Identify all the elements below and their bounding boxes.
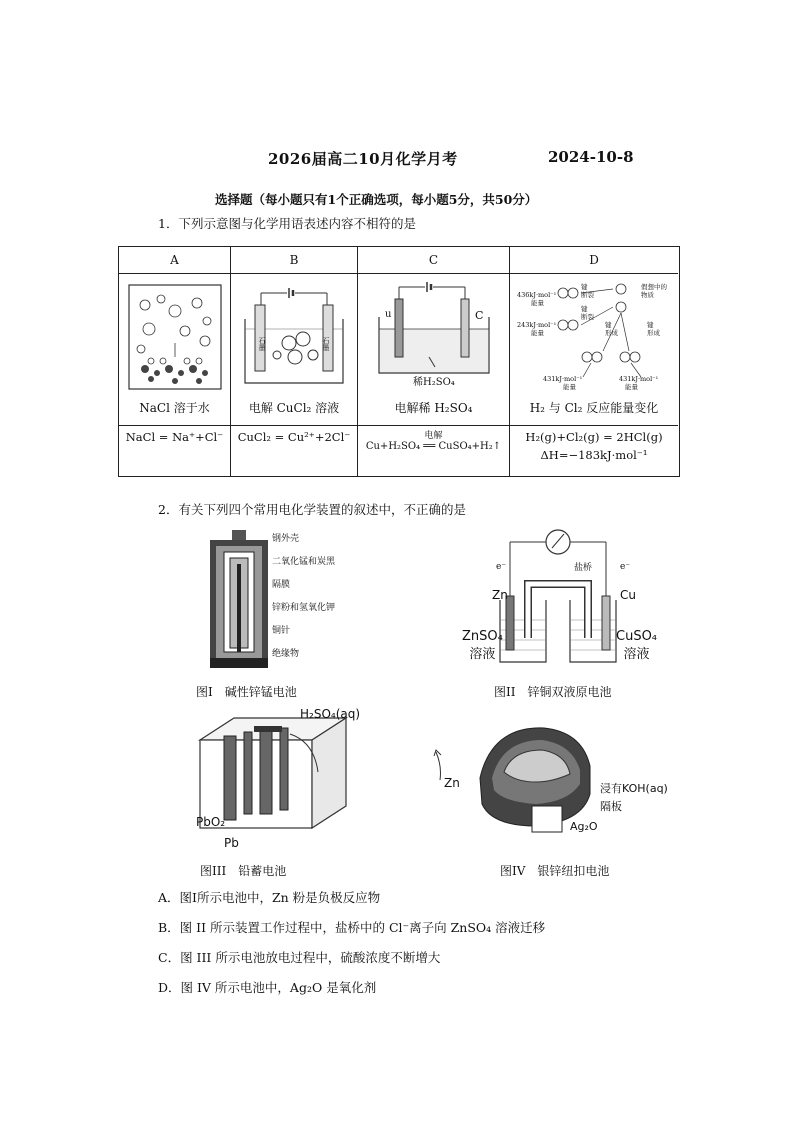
- electrode-cu-label: u: [385, 309, 392, 320]
- energy-word: 能量: [531, 329, 544, 337]
- option-c[interactable]: C．图 III 所示电池放电过程中，硫酸浓度不断增大: [158, 950, 441, 965]
- energy-label-431-right: [619, 375, 658, 391]
- energy-value: 431kJ·mol⁻¹: [619, 375, 659, 383]
- energy-label-431-left: [543, 375, 582, 391]
- label-zinc-koh: 锌粉和氢氧化钾: [272, 603, 336, 613]
- bond-action: 形成: [605, 329, 618, 337]
- alkaline-battery-diagram: [208, 528, 272, 672]
- pbo2-label: PbO₂: [196, 815, 226, 829]
- h2so4-label: H₂SO₄(aq): [300, 707, 361, 721]
- energy-value: 431kJ·mol⁻¹: [543, 375, 583, 383]
- col-d-header: D: [510, 247, 678, 274]
- electrolyte-label: 稀H₂SO₄: [413, 377, 455, 388]
- question-1-table: [118, 246, 680, 477]
- label-mno2: 二氧化锰和炭黑: [272, 557, 336, 567]
- bond-word: 键: [605, 321, 612, 329]
- bond-word: 键: [581, 283, 588, 291]
- exam-header: [0, 148, 794, 172]
- koh-label: 浸有KOH(aq): [600, 782, 668, 795]
- label-copper-pin: 铜针: [272, 626, 291, 636]
- label-steel-shell: 钢外壳: [272, 534, 300, 544]
- pb-label: Pb: [224, 836, 239, 850]
- nacl-dissolve-diagram: [127, 283, 223, 393]
- electron-right-label: e⁻: [620, 562, 631, 572]
- exam-date: 2024-10-8: [548, 148, 634, 166]
- energy-label-436: [517, 291, 556, 307]
- label-insulator: 绝缘物: [272, 649, 300, 659]
- option-b[interactable]: B．图 II 所示装置工作过程中，盐桥中的 Cl⁻离子向 ZnSO₄ 溶液迁移: [158, 920, 546, 935]
- solution-formula: CuSO₄: [616, 629, 658, 644]
- equation-c: [358, 425, 510, 476]
- bond-action: 形成: [647, 329, 660, 337]
- col-a-header: A: [119, 247, 231, 274]
- equation-condition: 电解: [424, 431, 443, 441]
- energy-value: 243kJ·mol⁻¹: [517, 321, 557, 329]
- question-1-stem: 1．下列示意图与化学用语表述内容不相符的是: [158, 216, 416, 231]
- exam-title: 2026届高二10月化学月考: [268, 150, 458, 168]
- figure-3-caption: 图III 铅蓄电池: [200, 864, 287, 878]
- bond-word: 键: [647, 321, 654, 329]
- option-a[interactable]: A．图I所示电池中，Zn 粉是负极反应物: [158, 890, 381, 905]
- h2so4-electrolysis-diagram: [369, 277, 499, 387]
- energy-value: 436kJ·mol⁻¹: [517, 291, 557, 299]
- equation-a: NaCl = Na⁺+Cl⁻: [119, 425, 231, 476]
- equation-text: Cu+H₂SO₄ ══ CuSO₄+H₂↑: [365, 441, 502, 452]
- energy-word: 能量: [531, 299, 544, 307]
- option-d[interactable]: D．图 IV 所示电池中，Ag₂O 是氧化剂: [158, 980, 377, 995]
- label-separator: 隔膜: [272, 580, 291, 590]
- bond-word: 键: [581, 305, 588, 313]
- section-heading: 选择题（每小题只有1个正确选项，每小题5分，共50分）: [215, 192, 538, 207]
- cuso4-solution-label: [616, 628, 657, 664]
- solution-word: 溶液: [469, 647, 496, 662]
- zn-electrode-label: Zn: [492, 588, 508, 602]
- hypothetical-substance-label: 假想中的物质: [641, 283, 667, 299]
- bond-break-label: [581, 305, 594, 321]
- equation-d: [510, 425, 678, 476]
- energy-word: 能量: [625, 383, 638, 391]
- znso4-solution-label: [462, 628, 503, 664]
- bond-break-label: [581, 283, 594, 299]
- cucl2-electrolysis-diagram: [237, 283, 351, 393]
- electrode-c-label: C: [475, 309, 484, 322]
- separator-label: 隔板: [600, 800, 622, 813]
- electron-left-label: e⁻: [496, 562, 507, 572]
- caption-a: NaCl 溶于水: [119, 399, 231, 423]
- bond-form-label: [605, 321, 618, 337]
- caption-b: 电解 CuCl₂ 溶液: [231, 399, 358, 423]
- energy-label-243: [517, 321, 556, 337]
- energy-word: 能量: [563, 383, 576, 391]
- bond-action: 断裂: [581, 313, 594, 321]
- electrode-label-left: 石墨: [258, 337, 266, 351]
- equation-b: CuCl₂ = Cu²⁺+2Cl⁻: [231, 425, 358, 476]
- salt-bridge-label: 盐桥: [574, 563, 593, 573]
- solution-formula: ZnSO₄: [462, 629, 503, 644]
- cu-electrode-label: Cu: [620, 588, 636, 602]
- col-c-header: C: [358, 247, 510, 274]
- equation-text: H₂(g)+Cl₂(g) = 2HCl(g): [525, 430, 663, 444]
- figure-1-caption: 图I 碱性锌锰电池: [196, 685, 297, 699]
- col-b-header: B: [231, 247, 358, 274]
- electrode-label-right: 石墨: [322, 337, 330, 351]
- alkaline-battery-labels: [272, 528, 335, 666]
- caption-d: H₂ 与 Cl₂ 反应能量变化: [529, 401, 659, 415]
- enthalpy-text: ΔH=−183kJ·mol⁻¹: [540, 448, 648, 462]
- zn-label: Zn: [444, 776, 460, 790]
- figure-2-caption: 图II 锌铜双液原电池: [494, 685, 612, 699]
- caption-c: 电解稀 H₂SO₄: [358, 399, 510, 423]
- figure-4-caption: 图IV 银锌纽扣电池: [500, 864, 610, 878]
- question-2-stem: 2．有关下列四个常用电化学装置的叙述中，不正确的是: [158, 502, 466, 517]
- ag2o-label: Ag₂O: [570, 820, 598, 833]
- solution-word: 溶液: [623, 647, 650, 662]
- bond-action: 断裂: [581, 291, 594, 299]
- bond-form-label: [647, 321, 660, 337]
